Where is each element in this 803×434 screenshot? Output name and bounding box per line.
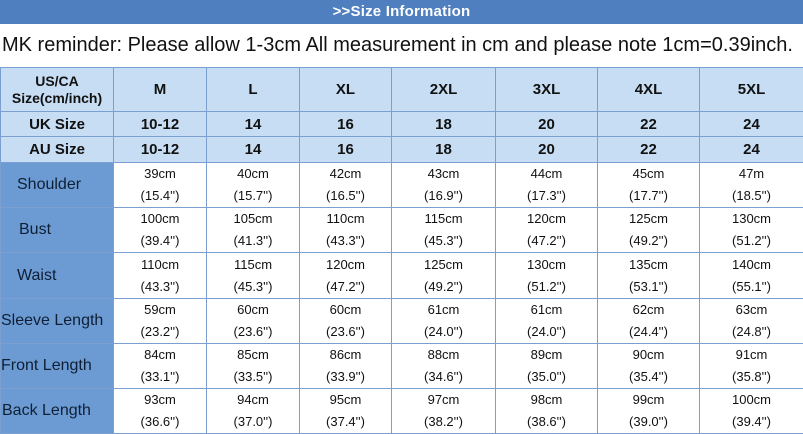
inch-value: (41.3'') [207, 230, 299, 252]
cm-value: 59cm [114, 299, 206, 321]
measure-cell [300, 389, 392, 434]
measure-cell [496, 344, 598, 389]
uk-size-cell: 16 [300, 112, 392, 137]
cm-value: 63cm [700, 299, 803, 321]
inch-value: (17.7'') [598, 185, 699, 207]
cm-value: 99cm [598, 389, 699, 411]
cm-value: 94cm [207, 389, 299, 411]
cm-value: 120cm [300, 254, 391, 276]
measure-cell [207, 299, 300, 344]
corner-header-cell [1, 68, 114, 112]
measure-cell [207, 344, 300, 389]
cm-value: 125cm [598, 208, 699, 230]
size-chart-table [0, 67, 803, 434]
measurement-reminder: MK reminder: Please allow 1-3cm All measurement in cm and please note 1cm=0.39inch. [0, 24, 803, 67]
inch-value: (23.2'') [114, 321, 206, 343]
cm-value: 135cm [598, 254, 699, 276]
cm-value: 62cm [598, 299, 699, 321]
inch-value: (45.3'') [207, 276, 299, 298]
measure-label-shoulder: Shoulder [1, 163, 114, 208]
cm-value: 60cm [207, 299, 299, 321]
inch-value: (47.2'') [300, 276, 391, 298]
au-size-row [1, 137, 803, 163]
inch-value: (16.9'') [392, 185, 495, 207]
us-size-cell: 5XL [700, 68, 803, 112]
au-size-cell: 10-12 [114, 137, 207, 163]
measure-cell [496, 389, 598, 434]
measure-cell [114, 208, 207, 253]
inch-value: (17.3'') [496, 185, 597, 207]
cm-value: 93cm [114, 389, 206, 411]
inch-value: (49.2'') [598, 230, 699, 252]
measure-cell [700, 253, 803, 299]
cm-value: 120cm [496, 208, 597, 230]
cm-value: 110cm [114, 254, 206, 276]
au-size-cell: 18 [392, 137, 496, 163]
inch-value: (24.4'') [598, 321, 699, 343]
us-size-cell: M [114, 68, 207, 112]
cm-value: 40cm [207, 163, 299, 185]
measure-row-back-length [1, 389, 803, 434]
inch-value: (37.4'') [300, 411, 391, 433]
cm-value: 100cm [700, 389, 803, 411]
measure-cell [300, 299, 392, 344]
inch-value: (15.4'') [114, 185, 206, 207]
measure-cell [496, 253, 598, 299]
measure-cell [207, 163, 300, 208]
us-size-cell: 4XL [598, 68, 700, 112]
inch-value: (37.0'') [207, 411, 299, 433]
inch-value: (38.2'') [392, 411, 495, 433]
cm-value: 115cm [207, 254, 299, 276]
cm-value: 88cm [392, 344, 495, 366]
uk-size-row [1, 112, 803, 137]
inch-value: (51.2'') [496, 276, 597, 298]
au-size-cell: 14 [207, 137, 300, 163]
inch-value: (39.4'') [114, 230, 206, 252]
measure-cell [300, 344, 392, 389]
inch-value: (33.5'') [207, 366, 299, 388]
measure-cell [700, 344, 803, 389]
cm-value: 45cm [598, 163, 699, 185]
cm-value: 60cm [300, 299, 391, 321]
measure-cell [598, 299, 700, 344]
measure-cell [496, 299, 598, 344]
measure-cell [114, 163, 207, 208]
cm-value: 86cm [300, 344, 391, 366]
measure-cell [598, 253, 700, 299]
measure-cell [207, 253, 300, 299]
uk-size-cell: 10-12 [114, 112, 207, 137]
cm-value: 43cm [392, 163, 495, 185]
inch-value: (24.0'') [496, 321, 597, 343]
uk-size-cell: 22 [598, 112, 700, 137]
measure-cell [300, 253, 392, 299]
measure-cell [598, 344, 700, 389]
measure-label-back-length: Back Length [1, 389, 114, 434]
measure-label-waist: Waist [1, 253, 114, 299]
measure-cell [700, 208, 803, 253]
measure-cell [392, 253, 496, 299]
measure-cell [392, 344, 496, 389]
inch-value: (23.6'') [300, 321, 391, 343]
cm-value: 84cm [114, 344, 206, 366]
measure-cell [392, 208, 496, 253]
us-size-cell: XL [300, 68, 392, 112]
au-size-label: AU Size [1, 137, 114, 163]
measure-label-front-length: Front Length [1, 344, 114, 389]
corner-label-size-unit: Size(cm/inch) [1, 90, 113, 107]
uk-size-cell: 24 [700, 112, 803, 137]
uk-size-cell: 18 [392, 112, 496, 137]
measure-cell [114, 253, 207, 299]
measure-label-bust: Bust [1, 208, 114, 253]
cm-value: 95cm [300, 389, 391, 411]
measure-cell [207, 208, 300, 253]
au-size-cell: 24 [700, 137, 803, 163]
inch-value: (47.2'') [496, 230, 597, 252]
measure-row-waist [1, 253, 803, 299]
inch-value: (23.6'') [207, 321, 299, 343]
cm-value: 90cm [598, 344, 699, 366]
cm-value: 39cm [114, 163, 206, 185]
measure-cell [114, 389, 207, 434]
measure-cell [598, 163, 700, 208]
measure-cell [207, 389, 300, 434]
us-size-row [1, 68, 803, 112]
inch-value: (18.5'') [700, 185, 803, 207]
cm-value: 85cm [207, 344, 299, 366]
measure-cell [496, 208, 598, 253]
inch-value: (43.3'') [300, 230, 391, 252]
cm-value: 140cm [700, 254, 803, 276]
inch-value: (39.4'') [700, 411, 803, 433]
measure-cell [300, 163, 392, 208]
au-size-cell: 22 [598, 137, 700, 163]
us-size-cell: 2XL [392, 68, 496, 112]
measure-label-sleeve-length: Sleeve Length [1, 299, 114, 344]
cm-value: 89cm [496, 344, 597, 366]
inch-value: (51.2'') [700, 230, 803, 252]
measure-cell [392, 389, 496, 434]
cm-value: 61cm [496, 299, 597, 321]
au-size-cell: 16 [300, 137, 392, 163]
measure-cell [700, 389, 803, 434]
au-size-cell: 20 [496, 137, 598, 163]
us-size-cell: L [207, 68, 300, 112]
cm-value: 100cm [114, 208, 206, 230]
measure-cell [114, 299, 207, 344]
cm-value: 91cm [700, 344, 803, 366]
measure-cell [392, 163, 496, 208]
inch-value: (24.8'') [700, 321, 803, 343]
size-info-banner: >>Size Information [0, 0, 803, 24]
measure-cell [598, 389, 700, 434]
cm-value: 98cm [496, 389, 597, 411]
uk-size-cell: 20 [496, 112, 598, 137]
inch-value: (36.6'') [114, 411, 206, 433]
inch-value: (39.0'') [598, 411, 699, 433]
cm-value: 44cm [496, 163, 597, 185]
measure-cell [496, 163, 598, 208]
us-size-cell: 3XL [496, 68, 598, 112]
cm-value: 47m [700, 163, 803, 185]
inch-value: (49.2'') [392, 276, 495, 298]
cm-value: 97cm [392, 389, 495, 411]
cm-value: 105cm [207, 208, 299, 230]
inch-value: (53.1'') [598, 276, 699, 298]
inch-value: (38.6'') [496, 411, 597, 433]
measurement-rows [1, 163, 803, 434]
inch-value: (35.8'') [700, 366, 803, 388]
cm-value: 61cm [392, 299, 495, 321]
inch-value: (35.0'') [496, 366, 597, 388]
measure-cell [700, 299, 803, 344]
measure-cell [598, 208, 700, 253]
measure-cell [300, 208, 392, 253]
inch-value: (15.7'') [207, 185, 299, 207]
cm-value: 115cm [392, 208, 495, 230]
inch-value: (35.4'') [598, 366, 699, 388]
inch-value: (55.1'') [700, 276, 803, 298]
cm-value: 125cm [392, 254, 495, 276]
cm-value: 110cm [300, 208, 391, 230]
uk-size-label: UK Size [1, 112, 114, 137]
uk-size-cell: 14 [207, 112, 300, 137]
measure-cell [700, 163, 803, 208]
measure-row-bust [1, 208, 803, 253]
inch-value: (45.3'') [392, 230, 495, 252]
inch-value: (33.9'') [300, 366, 391, 388]
corner-label-us-ca: US/CA [1, 73, 113, 90]
measure-row-sleeve-length [1, 299, 803, 344]
inch-value: (43.3'') [114, 276, 206, 298]
measure-row-front-length [1, 344, 803, 389]
inch-value: (24.0'') [392, 321, 495, 343]
cm-value: 130cm [700, 208, 803, 230]
cm-value: 130cm [496, 254, 597, 276]
measure-cell [392, 299, 496, 344]
inch-value: (16.5'') [300, 185, 391, 207]
measure-cell [114, 344, 207, 389]
cm-value: 42cm [300, 163, 391, 185]
measure-row-shoulder [1, 163, 803, 208]
inch-value: (33.1'') [114, 366, 206, 388]
inch-value: (34.6'') [392, 366, 495, 388]
